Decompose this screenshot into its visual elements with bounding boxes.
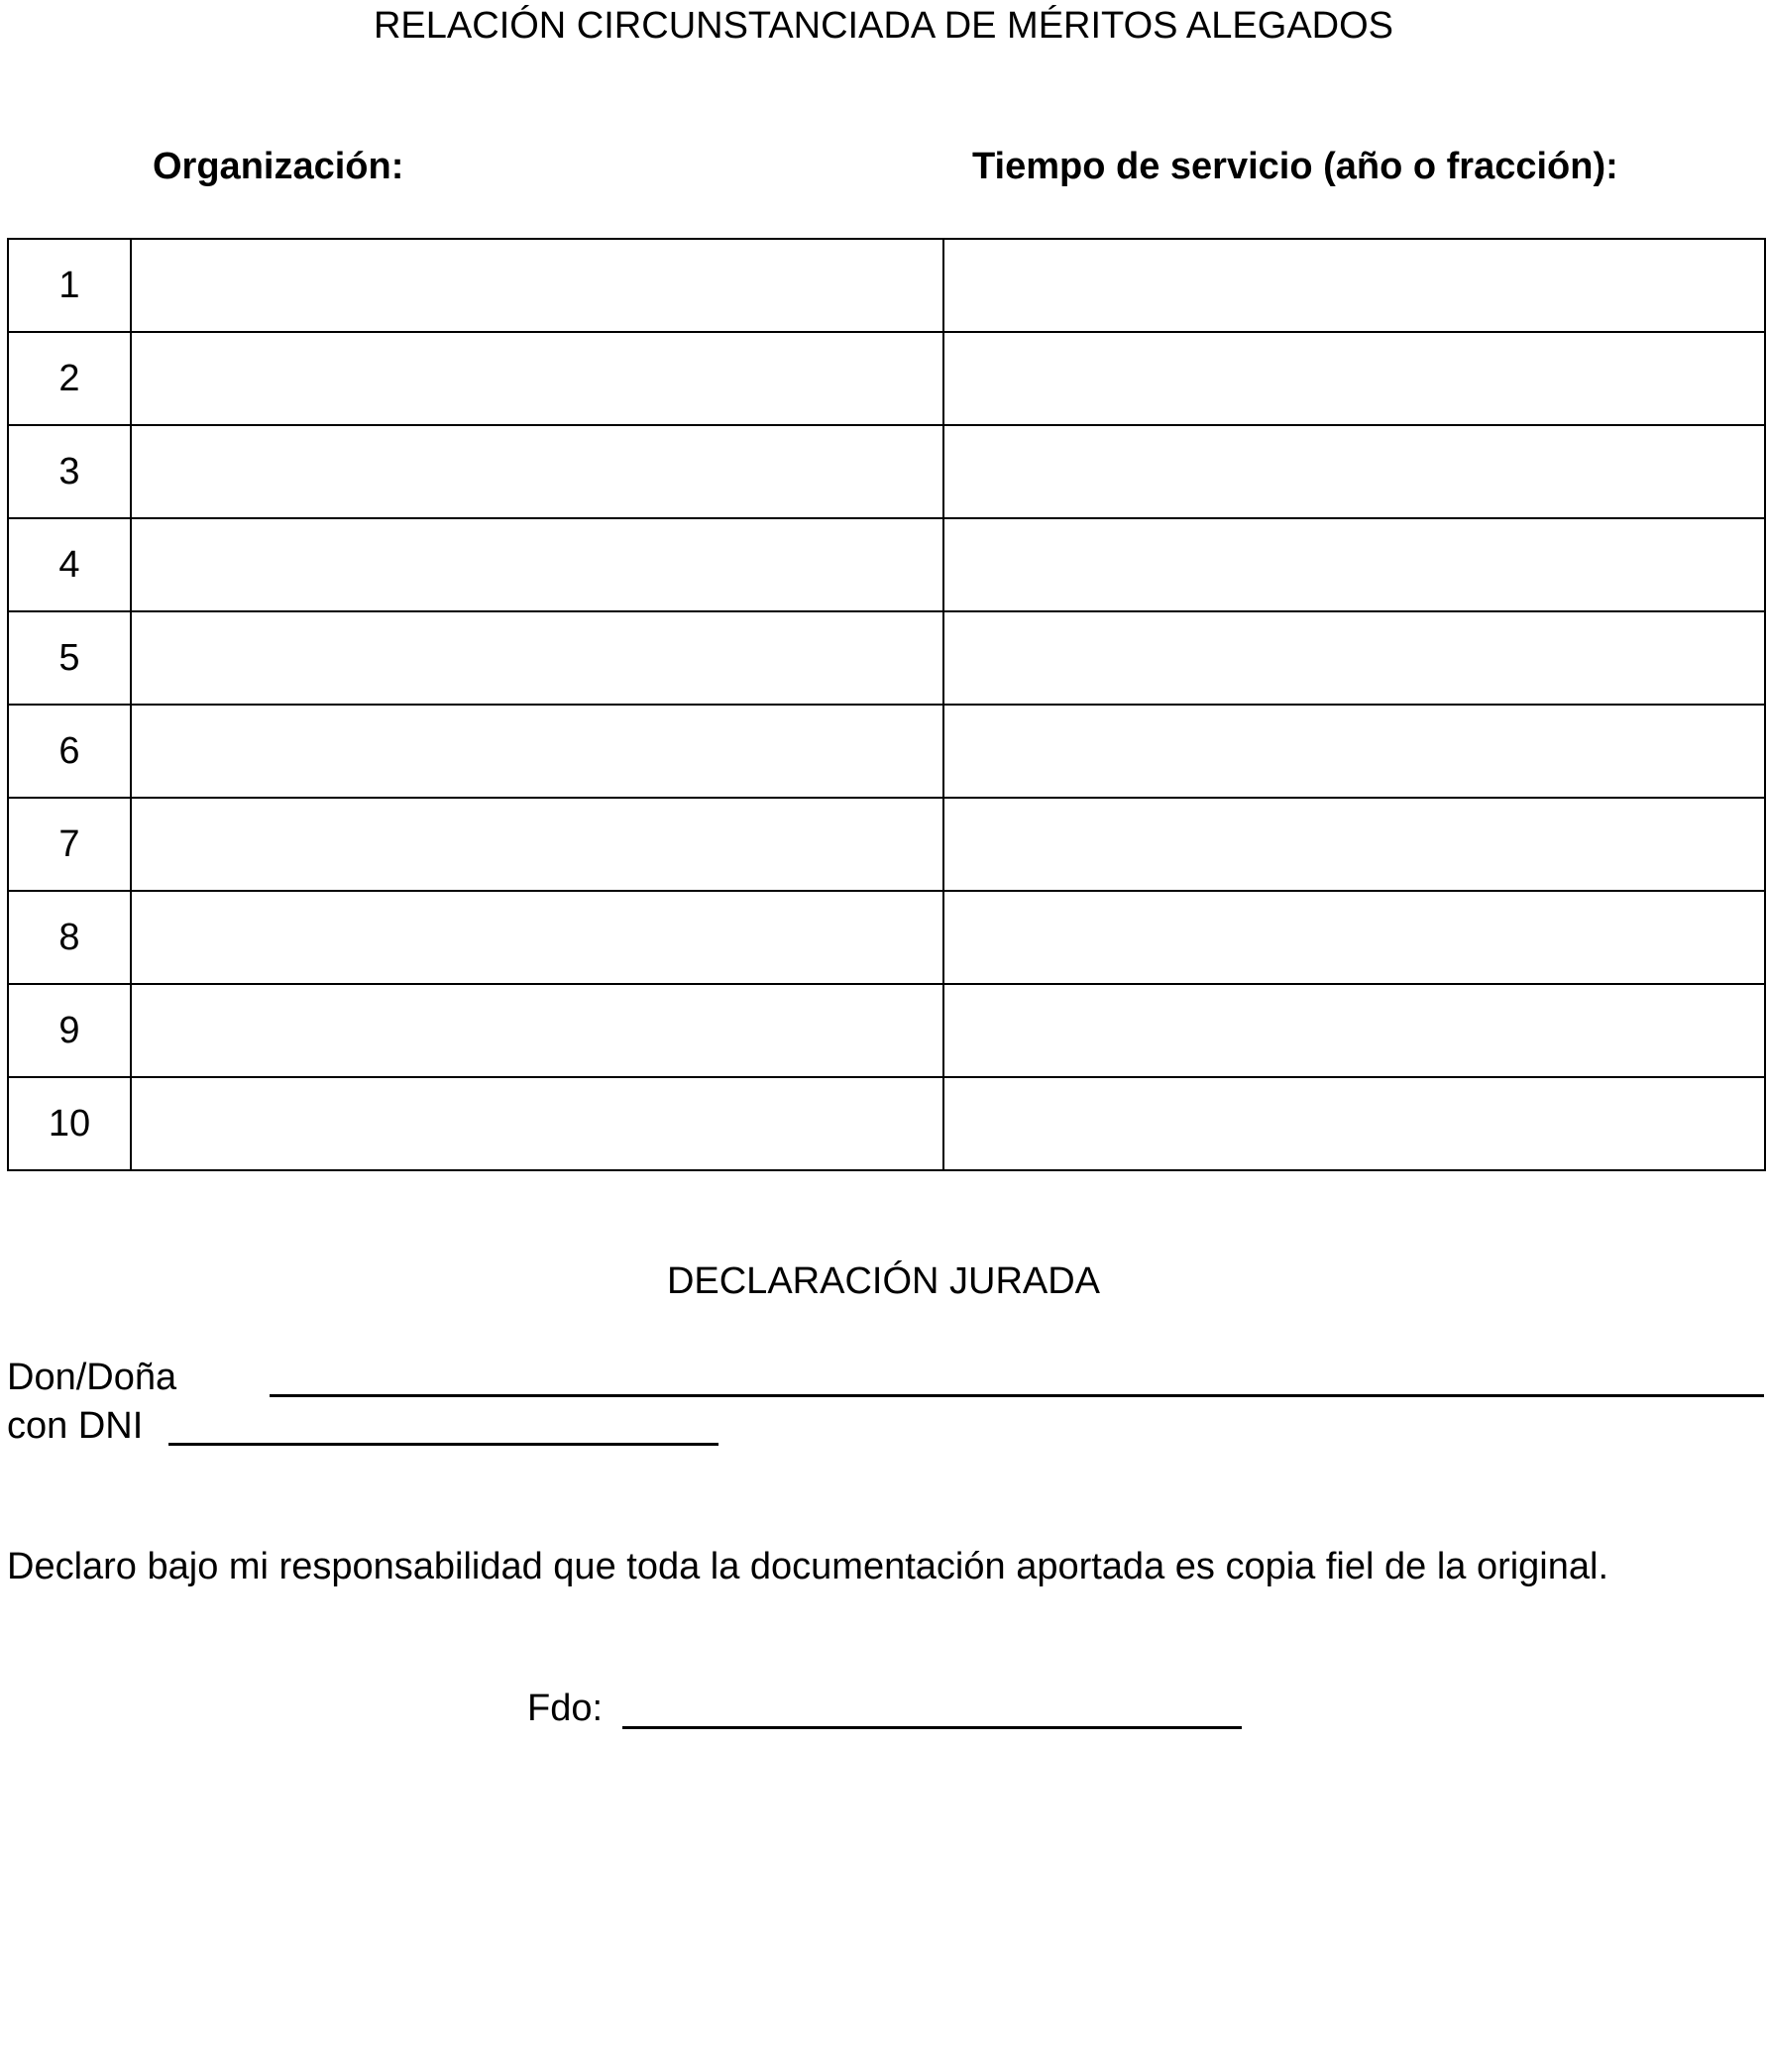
row-number: 3 — [8, 425, 131, 518]
service-time-cell[interactable] — [943, 332, 1765, 425]
row-number: 5 — [8, 611, 131, 705]
row-number: 6 — [8, 705, 131, 798]
dni-field[interactable] — [168, 1443, 718, 1446]
organization-cell[interactable] — [131, 891, 943, 984]
service-time-cell[interactable] — [943, 984, 1765, 1077]
table-row — [8, 798, 1765, 891]
declaration-title: DECLARACIÓN JURADA — [666, 1260, 1101, 1302]
organization-cell[interactable] — [131, 239, 943, 332]
service-time-column-header: Tiempo de servicio (año o fracción): — [972, 146, 1618, 187]
organization-cell[interactable] — [131, 705, 943, 798]
row-number: 4 — [8, 518, 131, 611]
signature-field[interactable] — [622, 1726, 1242, 1729]
table-row — [8, 611, 1765, 705]
service-time-cell[interactable] — [943, 891, 1765, 984]
row-number: 2 — [8, 332, 131, 425]
organization-cell[interactable] — [131, 332, 943, 425]
organization-cell[interactable] — [131, 1077, 943, 1170]
table-row — [8, 518, 1765, 611]
name-field[interactable] — [270, 1394, 1764, 1397]
table-row — [8, 1077, 1765, 1170]
service-time-cell[interactable] — [943, 1077, 1765, 1170]
table-row — [8, 239, 1765, 332]
organization-cell[interactable] — [131, 798, 943, 891]
table-row — [8, 891, 1765, 984]
declaration-statement: Declaro bajo mi responsabilidad que toda la documentación aportada es copia fiel de la original. — [7, 1546, 1609, 1587]
organization-cell[interactable] — [131, 425, 943, 518]
service-time-cell[interactable] — [943, 425, 1765, 518]
row-number: 10 — [8, 1077, 131, 1170]
organization-cell[interactable] — [131, 984, 943, 1077]
table-row — [8, 332, 1765, 425]
row-number: 7 — [8, 798, 131, 891]
table-row — [8, 425, 1765, 518]
organization-column-header: Organización: — [153, 146, 404, 187]
name-label: Don/Doña — [7, 1357, 177, 1398]
table-row — [8, 705, 1765, 798]
row-number: 9 — [8, 984, 131, 1077]
service-time-cell[interactable] — [943, 798, 1765, 891]
service-time-cell[interactable] — [943, 611, 1765, 705]
service-time-cell[interactable] — [943, 705, 1765, 798]
document-title: RELACIÓN CIRCUNSTANCIADA DE MÉRITOS ALEGADOS — [373, 5, 1394, 47]
organization-cell[interactable] — [131, 518, 943, 611]
row-number: 1 — [8, 239, 131, 332]
service-time-cell[interactable] — [943, 518, 1765, 611]
merits-table — [7, 238, 1766, 1171]
service-time-cell[interactable] — [943, 239, 1765, 332]
row-number: 8 — [8, 891, 131, 984]
organization-cell[interactable] — [131, 611, 943, 705]
signature-label: Fdo: — [527, 1688, 604, 1729]
table-row — [8, 984, 1765, 1077]
dni-label: con DNI — [7, 1405, 144, 1447]
